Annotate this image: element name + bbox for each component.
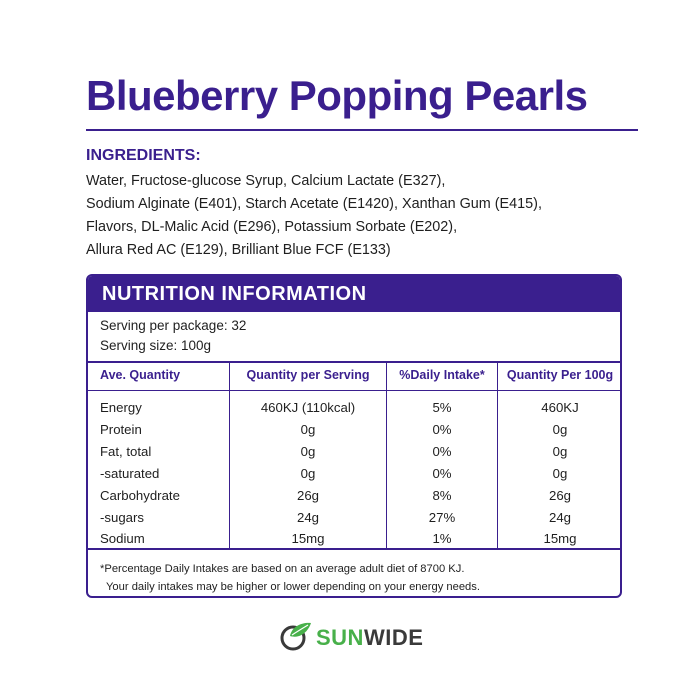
brand-name-part2: WIDE xyxy=(363,625,424,650)
daily-intake: 8% xyxy=(432,488,452,503)
title-divider xyxy=(86,129,638,131)
nutrient-name: Protein xyxy=(100,422,142,437)
quantity-per-100g: 24g xyxy=(548,510,571,525)
quantity-per-serving: 0g xyxy=(300,444,316,459)
footnote-line-1: *Percentage Daily Intakes are based on an average adult diet of 8700 KJ. xyxy=(100,563,465,575)
daily-intake: 27% xyxy=(428,510,456,525)
footnote xyxy=(100,560,480,596)
table-row xyxy=(88,508,620,530)
daily-intake: 1% xyxy=(432,531,452,546)
serving-per-package: Serving per package: 32 xyxy=(100,318,247,333)
ingredients-list xyxy=(86,170,646,262)
quantity-per-100g: 15mg xyxy=(543,531,577,546)
table-row xyxy=(88,464,620,486)
table-row xyxy=(88,420,620,442)
column-header-ave-quantity: Ave. Quantity xyxy=(100,368,181,382)
nutrient-name: Energy xyxy=(100,400,142,415)
daily-intake: 5% xyxy=(432,400,452,415)
table-row xyxy=(88,486,620,508)
product-title: Blueberry Popping Pearls xyxy=(86,72,588,119)
column-header-quantity-per-serving: Quantity per Serving xyxy=(246,368,370,382)
ingredients-line: Allura Red AC (E129), Brilliant Blue FCF (E133) xyxy=(86,242,391,258)
quantity-per-serving: 15mg xyxy=(291,531,325,546)
quantity-per-100g: 0g xyxy=(552,422,568,437)
brand-logo xyxy=(276,620,436,654)
table-row xyxy=(88,398,620,420)
quantity-per-100g: 26g xyxy=(548,488,571,503)
table-header-divider xyxy=(88,390,620,391)
ingredients-line: Sodium Alginate (E401), Starch Acetate (E1420), Xanthan Gum (E415), xyxy=(86,196,542,212)
daily-intake: 0% xyxy=(432,466,452,481)
quantity-per-serving: 26g xyxy=(296,488,319,503)
ingredients-line: Water, Fructose-glucose Syrup, Calcium Lactate (E327), xyxy=(86,173,446,189)
table-row xyxy=(88,529,620,551)
brand-name-part1: SUN xyxy=(316,625,364,650)
table-row xyxy=(88,442,620,464)
column-header-daily-intake: %Daily Intake* xyxy=(399,368,485,382)
quantity-per-100g: 0g xyxy=(552,466,568,481)
leaf-swoosh-icon xyxy=(276,620,314,654)
nutrient-name: Sodium xyxy=(100,531,145,546)
quantity-per-serving: 24g xyxy=(296,510,319,525)
nutrient-name: Fat, total xyxy=(100,444,152,459)
nutrient-name: -saturated xyxy=(100,466,160,481)
brand-name xyxy=(316,625,423,651)
column-header-quantity-per-100g: Quantity Per 100g xyxy=(506,368,614,382)
footnote-line-2: Your daily intakes may be higher or lower depending on your energy needs. xyxy=(106,581,480,593)
quantity-per-serving: 0g xyxy=(300,422,316,437)
daily-intake: 0% xyxy=(432,422,452,437)
quantity-per-serving: 460KJ (110kcal) xyxy=(260,400,356,415)
ingredients-heading: INGREDIENTS: xyxy=(86,147,201,164)
daily-intake: 0% xyxy=(432,444,452,459)
nutrition-heading: NUTRITION INFORMATION xyxy=(102,283,367,305)
table-top-border xyxy=(88,361,620,363)
nutrition-panel xyxy=(86,274,622,598)
ingredients-line: Flavors, DL-Malic Acid (E296), Potassium Sorbate (E202), xyxy=(86,219,458,235)
nutrient-name: -sugars xyxy=(100,510,144,525)
quantity-per-100g: 460KJ xyxy=(541,400,579,415)
nutrient-name: Carbohydrate xyxy=(100,488,180,503)
serving-size: Serving size: 100g xyxy=(100,338,212,353)
quantity-per-serving: 0g xyxy=(300,466,316,481)
nutrition-header-bar xyxy=(88,276,620,312)
quantity-per-100g: 0g xyxy=(552,444,568,459)
